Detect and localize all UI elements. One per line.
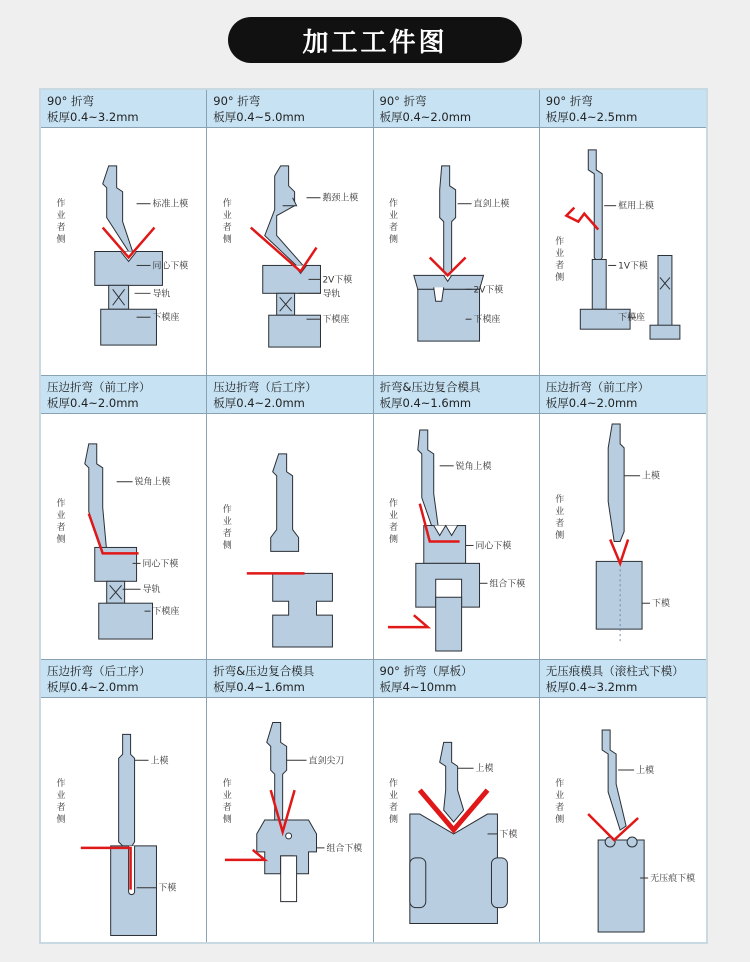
thickness: 板厚0.4~3.2mm [545, 680, 638, 694]
diagram-body [41, 698, 206, 942]
frame-upper-die [588, 150, 602, 264]
label-0: 锐角上模 [134, 477, 171, 488]
bend-type: 压边折弯（前工序） [47, 380, 151, 394]
lower-die [592, 259, 606, 309]
operator-side-label: 作 业 者 侧 [56, 199, 66, 245]
thickness: 板厚0.4~2.0mm [213, 396, 305, 410]
operator-side-label: 作 业 者 侧 [555, 237, 565, 283]
upper-die [271, 454, 299, 552]
workpiece [610, 539, 628, 563]
diagram-cell-7 [374, 376, 540, 660]
cell-header [41, 376, 206, 414]
thickness: 板厚0.4~2.0mm [47, 680, 139, 694]
diagram-cell-4 [540, 90, 706, 376]
label-2: 组合下模 [488, 579, 525, 590]
die-drawing [374, 698, 539, 942]
operator-side-label: 作 业 者 侧 [388, 779, 398, 825]
cell-header [207, 376, 372, 414]
diagram-cell-11 [374, 660, 540, 942]
lower-die [423, 526, 465, 564]
cell-header [374, 660, 539, 698]
thickness: 板厚0.4~1.6mm [379, 396, 472, 410]
die-drawing [374, 414, 539, 659]
label-3: 下模座 [322, 315, 350, 326]
diagram-cell-1 [41, 90, 207, 376]
die-base [101, 309, 157, 345]
cell-header [207, 660, 372, 698]
lower-die [273, 573, 333, 647]
label-1: 无压痕下模 [649, 874, 695, 884]
label-1: 下模 [498, 829, 517, 840]
diagram-cell-12 [540, 660, 706, 942]
label-0: 上模 [475, 764, 493, 775]
workpiece [566, 208, 598, 230]
label-1: 2V下模 [322, 275, 353, 286]
upper-die [103, 166, 133, 252]
tooling-diagram-grid [39, 88, 708, 944]
label-0: 直剑尖刀 [308, 756, 345, 767]
gooseneck-upper-die [265, 166, 307, 272]
upper-die [119, 734, 135, 847]
upper-die [439, 742, 463, 822]
die-drawing [207, 128, 372, 375]
thickness: 板厚0.4~2.0mm [47, 396, 139, 410]
bend-type: 压边折弯（前工序） [545, 380, 650, 394]
thickness: 板厚0.4~2.5mm [545, 110, 638, 124]
cell-header [540, 376, 706, 414]
bend-type: 无压痕模具（滚柱式下模） [545, 664, 684, 678]
cell-header [207, 90, 372, 128]
label-3: 下模座 [152, 607, 180, 618]
thickness: 板厚0.4~3.2mm [47, 110, 139, 124]
label-2: 导轨 [322, 289, 341, 300]
operator-side-label: 作 业 者 侧 [222, 199, 232, 245]
diagram-body [41, 128, 206, 375]
upper-die [602, 730, 626, 830]
operator-side-label: 作 业 者 侧 [222, 505, 232, 551]
operator-side-label: 作 业 者 侧 [56, 779, 66, 825]
die-base [269, 315, 321, 347]
label-1: 2V下模 [473, 285, 503, 296]
bend-type: 90° 折弯 [545, 94, 593, 108]
label-0: 标准上模 [152, 199, 189, 210]
label-1: 同心下模 [475, 541, 511, 552]
label-3: 下模座 [152, 313, 180, 324]
label-2: 下模座 [473, 315, 500, 326]
label-1: 下模 [158, 883, 177, 894]
cell-header [540, 660, 706, 698]
label-0: 直剑上模 [473, 199, 509, 210]
bend-type: 90° 折弯 [379, 94, 427, 108]
operator-side-label: 作 业 者 侧 [555, 779, 565, 825]
workpiece [588, 814, 638, 840]
die-drawing [540, 414, 706, 659]
diagram-body [374, 414, 539, 659]
diagram-body [540, 698, 706, 942]
diagram-body [540, 128, 706, 375]
bend-type: 折弯&压边复合模具 [213, 664, 315, 678]
upper-die [608, 424, 624, 542]
bend-type: 90° 折弯 [213, 94, 261, 108]
label-2: 下模座 [617, 313, 645, 324]
diagram-cell-3 [374, 90, 540, 376]
label-2: 导轨 [142, 585, 161, 596]
bend-type: 折弯&压边复合模具 [379, 380, 481, 394]
diagram-body [374, 698, 539, 942]
bend-type: 压边折弯（后工序） [213, 380, 317, 394]
operator-side-label: 作 业 者 侧 [555, 495, 565, 541]
page-title: 加工工件图 [228, 17, 522, 63]
operator-side-label: 作 业 者 侧 [388, 199, 398, 245]
label-0: 锐角上模 [455, 461, 491, 472]
no-mark-lower-die [598, 840, 644, 932]
label-1: 同心下模 [152, 261, 189, 272]
diagram-cell-6 [207, 376, 373, 660]
operator-side-label: 作 业 者 侧 [56, 499, 66, 545]
operator-side-label: 作 业 者 侧 [222, 779, 232, 825]
operator-side-label: 作 业 者 侧 [388, 499, 398, 545]
cell-header [374, 90, 539, 128]
die-drawing [41, 128, 206, 375]
thickness: 板厚0.4~2.0mm [545, 396, 638, 410]
cell-header [41, 660, 206, 698]
diagram-body [374, 128, 539, 375]
diagram-cell-8 [540, 376, 706, 660]
thickness: 板厚0.4~1.6mm [213, 680, 305, 694]
label-0: 框用上模 [617, 201, 654, 212]
die-drawing [41, 698, 206, 942]
label-1: 组合下模 [326, 843, 363, 854]
label-1: 下模 [651, 599, 670, 610]
die-drawing [207, 414, 372, 659]
acute-upper-die [417, 430, 439, 538]
die-base [99, 603, 153, 639]
cell-header [41, 90, 206, 128]
label-2: 导轨 [152, 289, 171, 300]
thickness: 板厚0.4~2.0mm [379, 110, 472, 124]
bend-type: 压边折弯（后工序） [47, 664, 151, 678]
die-drawing [540, 698, 706, 942]
diagram-body [540, 414, 706, 659]
label-1: 1V下模 [617, 261, 648, 272]
diagram-body [207, 128, 372, 375]
diagram-cell-10 [207, 660, 373, 942]
straight-sword-upper-die [439, 166, 455, 277]
die-drawing [41, 414, 206, 659]
label-0: 上模 [150, 756, 169, 767]
bend-type: 90° 折弯（厚板） [379, 664, 473, 678]
label-0: 上模 [641, 471, 660, 482]
label-0: 鹅颈上模 [322, 193, 359, 204]
cell-header [374, 376, 539, 414]
diagram-body [207, 698, 372, 942]
thickness: 板厚0.4~5.0mm [213, 110, 305, 124]
diagram-cell-5 [41, 376, 207, 660]
die-drawing [374, 128, 539, 375]
label-0: 上模 [635, 766, 654, 776]
diagram-cell-2 [207, 90, 373, 376]
lower-die [596, 561, 642, 629]
thickness: 板厚4~10mm [379, 680, 457, 694]
die-drawing [207, 698, 372, 942]
cell-header [540, 90, 706, 128]
die-drawing [540, 128, 706, 375]
diagram-cell-9 [41, 660, 207, 942]
label-1: 同心下模 [142, 559, 179, 570]
bend-type: 90° 折弯 [47, 94, 95, 108]
diagram-body [207, 414, 372, 659]
diagram-body [41, 414, 206, 659]
